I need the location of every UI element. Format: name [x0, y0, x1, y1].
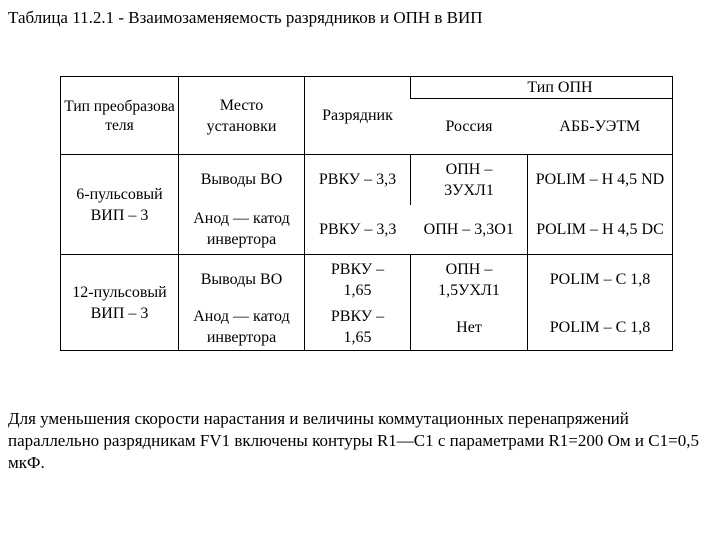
header-arrester: Разрядник	[305, 77, 411, 155]
header-converter-type: Тип преобразователя	[64, 97, 175, 134]
header-abb: АББ-УЭТМ	[559, 118, 641, 135]
table-cell-russia: ОПН – 1,5УХЛ1	[411, 255, 528, 305]
table-cell-abb: POLIM – H 4,5 DC	[528, 205, 673, 255]
body-paragraph: Для уменьшения скорости нарастания и величины коммутационных перенапряжений параллельно разрядникам FV1 включены контуры R1—C1 с параметрами R1=200 Ом и C1=0,5 мкФ.	[8, 409, 699, 472]
table-cell-place: Выводы ВО	[179, 255, 305, 305]
header-russia: Россия	[445, 118, 493, 135]
table-cell-russia: ОПН – 3УХЛ1	[411, 155, 528, 205]
table-cell-russia: Нет	[411, 305, 528, 351]
header-opn-type: Тип ОПН	[411, 77, 673, 99]
table-cell-arrester: РВКУ – 1,65	[305, 305, 411, 351]
table-cell-abb: POLIM – C 1,8	[528, 305, 673, 351]
table-cell-place: Анод — катод инвертора	[179, 305, 305, 351]
table-cell-place: Выводы ВО	[179, 155, 305, 205]
table-caption: Таблица 11.2.1 - Взаимозаменяемость разрядников и ОПН в ВИП	[8, 8, 483, 27]
table-cell-abb: POLIM – C 1,8	[528, 255, 673, 305]
arrester-table	[60, 76, 673, 351]
converter-6-pulse: 6-пульсовый ВИП – 3	[61, 155, 179, 255]
table-cell-arrester: РВКУ – 3,3	[305, 155, 411, 205]
table-cell-abb: POLIM – H 4,5 ND	[528, 155, 673, 205]
table-cell-arrester: РВКУ – 3,3	[305, 205, 411, 255]
converter-12-pulse: 12-пульсовый ВИП – 3	[61, 255, 179, 351]
table-cell-russia: ОПН – 3,3О1	[423, 220, 514, 238]
table-cell-place: Анод — катод инвертора	[179, 205, 305, 255]
table-cell-arrester: РВКУ – 1,65	[305, 255, 411, 305]
header-install-place: Место установки	[179, 77, 305, 155]
